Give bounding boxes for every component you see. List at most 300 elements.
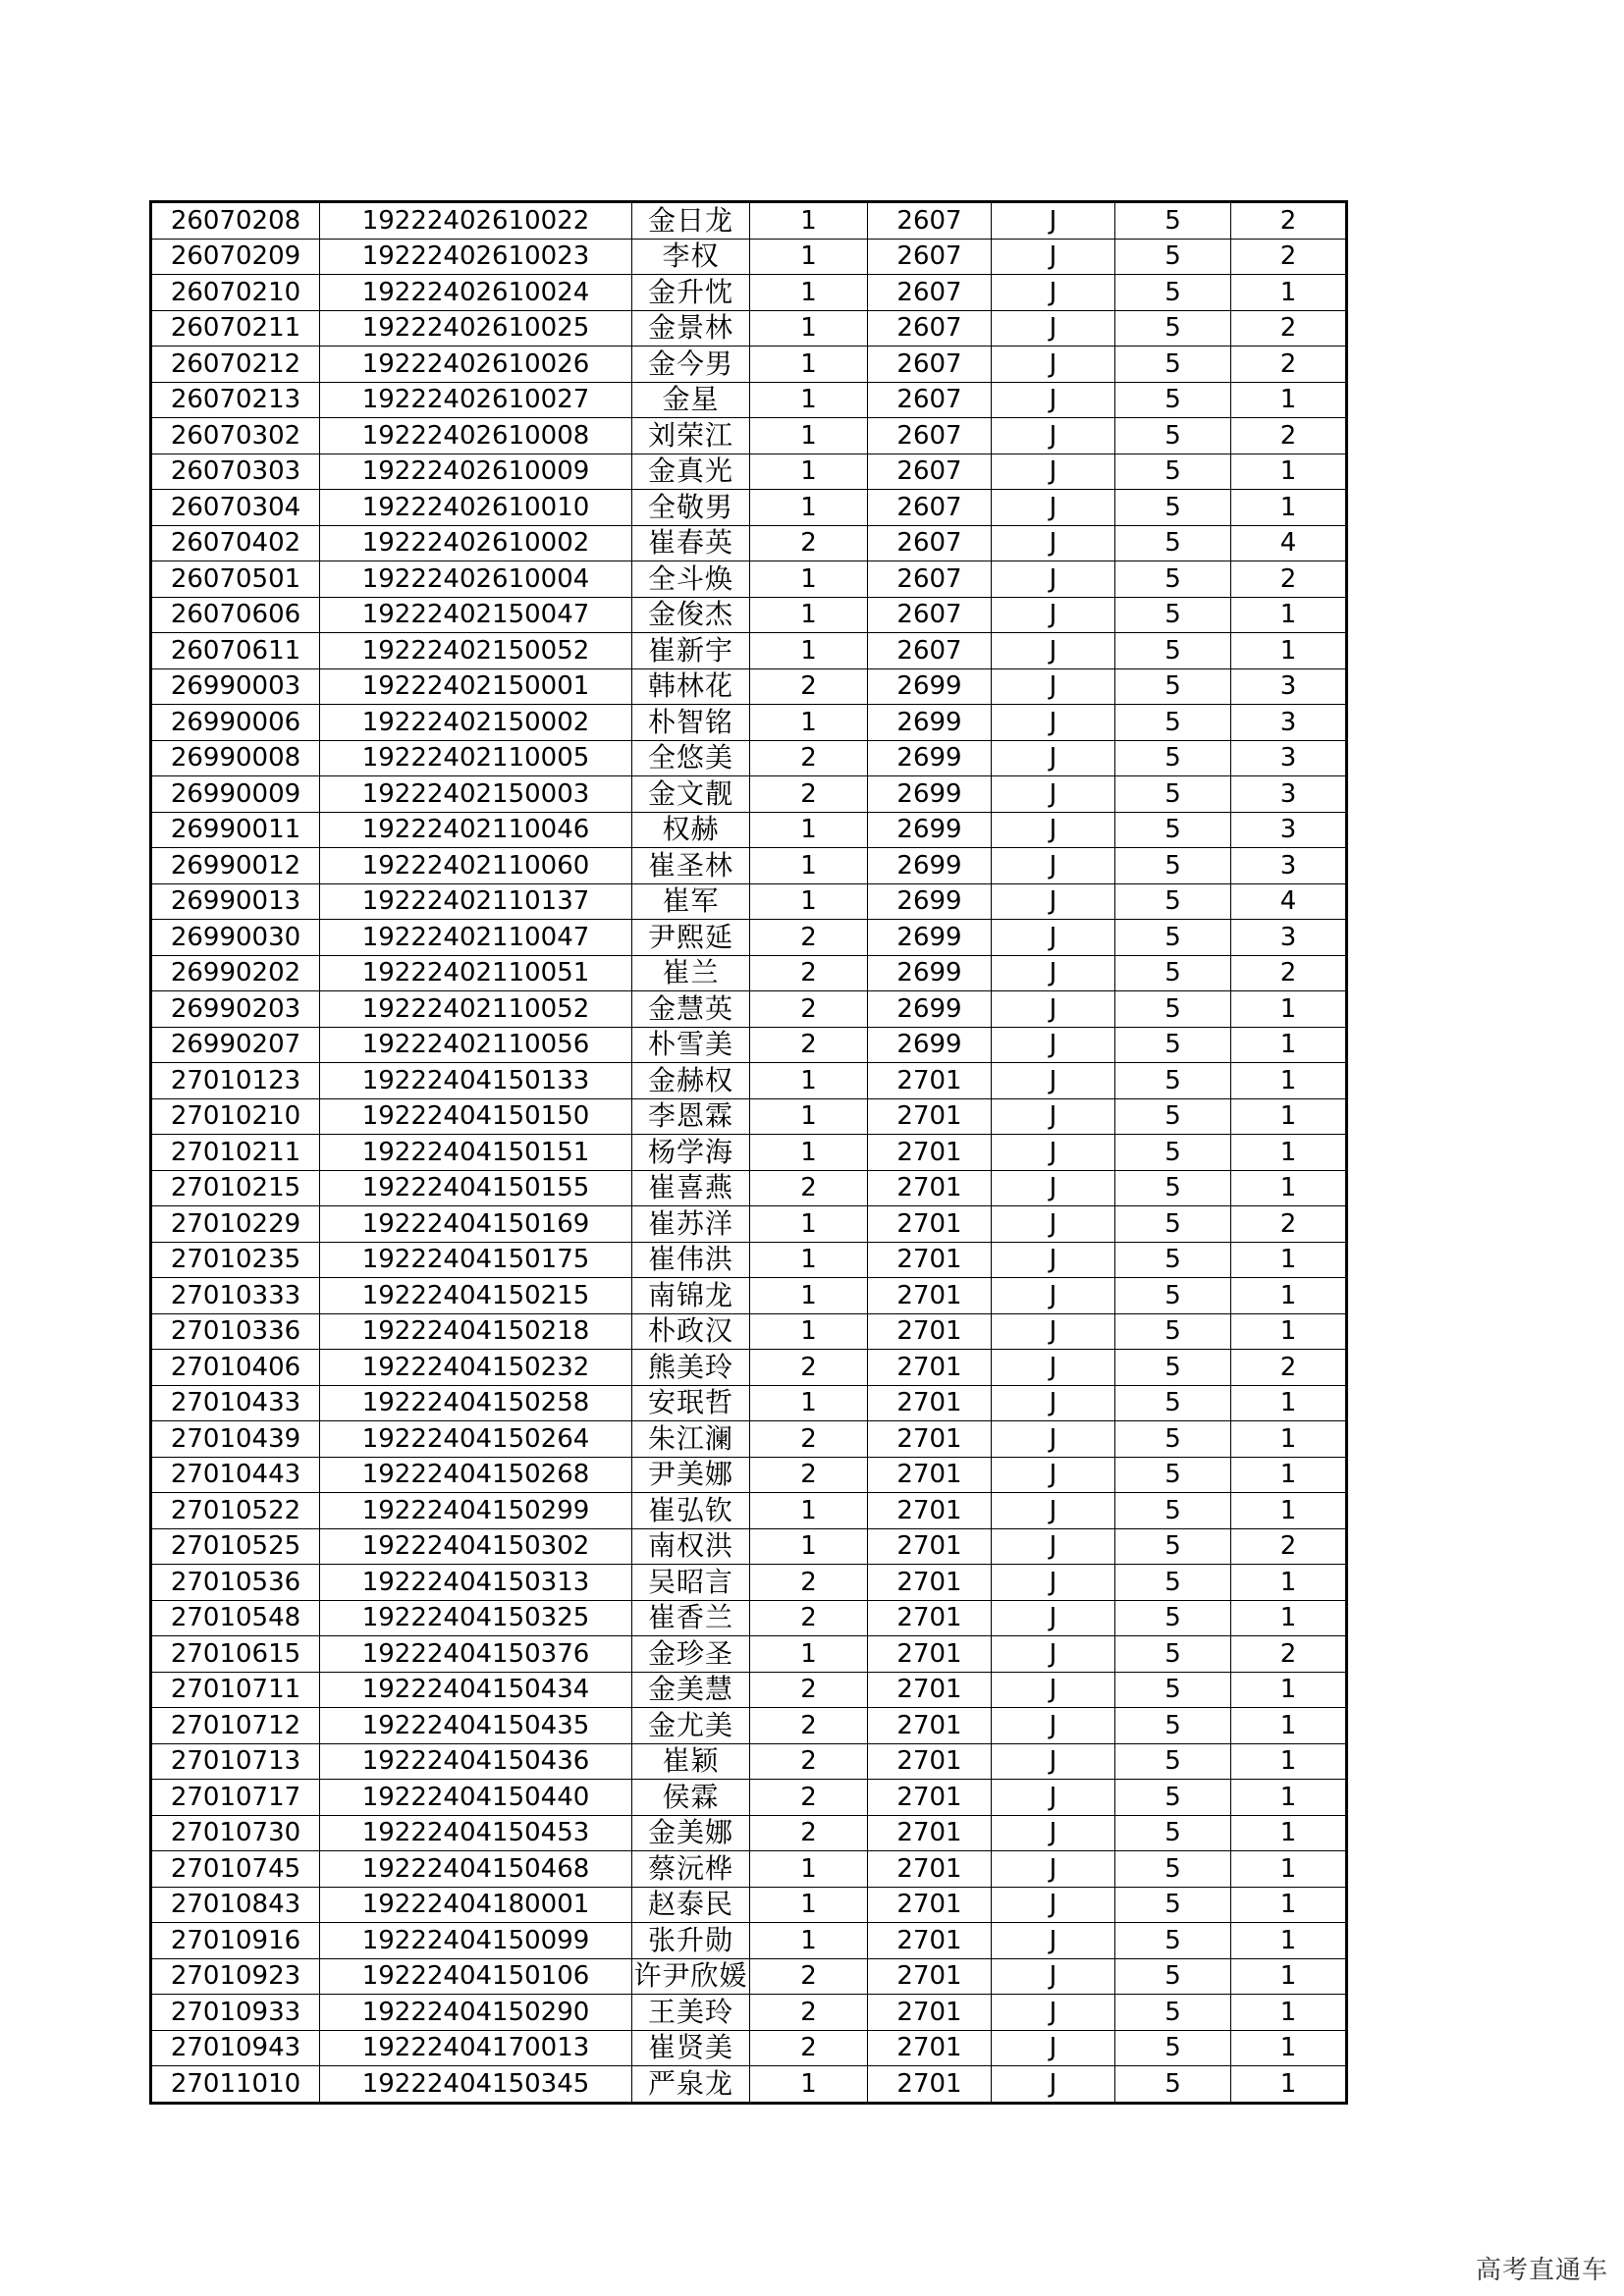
result-cell: 1 <box>1231 1565 1347 1601</box>
name-cell: 吴昭言 <box>632 1565 750 1601</box>
result-cell: 2 <box>1231 1528 1347 1565</box>
grade-cell: 5 <box>1115 561 1231 598</box>
name-cell: 金景林 <box>632 310 750 347</box>
candidate-id-cell: 19222404150299 <box>320 1493 632 1529</box>
result-cell: 1 <box>1231 1815 1347 1851</box>
table-row <box>151 955 1347 991</box>
category-cell: J <box>992 561 1115 598</box>
name-cell: 全斗焕 <box>632 561 750 598</box>
table-row <box>151 1780 1347 1816</box>
district-code-cell: 2701 <box>868 1278 992 1314</box>
name-cell: 崔兰 <box>632 955 750 991</box>
category-cell: J <box>992 2066 1115 2104</box>
grade-cell: 5 <box>1115 2030 1231 2066</box>
result-cell: 1 <box>1231 1851 1347 1888</box>
name-cell: 金尤美 <box>632 1708 750 1744</box>
district-code-cell: 2607 <box>868 418 992 454</box>
category-cell: J <box>992 633 1115 669</box>
grade-cell: 5 <box>1115 1457 1231 1493</box>
result-cell: 2 <box>1231 202 1347 240</box>
district-code-cell: 2607 <box>868 275 992 311</box>
district-code-cell: 2701 <box>868 1063 992 1099</box>
result-cell: 2 <box>1231 239 1347 275</box>
table-row <box>151 1063 1347 1099</box>
name-cell: 严泉龙 <box>632 2066 750 2104</box>
exam-number-cell: 27010615 <box>151 1636 320 1673</box>
name-cell: 金日龙 <box>632 202 750 240</box>
exam-number-cell: 27010336 <box>151 1313 320 1350</box>
category-cell: J <box>992 1672 1115 1708</box>
gender-code-cell: 1 <box>750 1851 868 1888</box>
gender-code-cell: 1 <box>750 382 868 418</box>
grade-cell: 5 <box>1115 920 1231 956</box>
table-row <box>151 848 1347 884</box>
exam-number-cell: 26990011 <box>151 812 320 848</box>
district-code-cell: 2699 <box>868 920 992 956</box>
name-cell: 金升忱 <box>632 275 750 311</box>
district-code-cell: 2699 <box>868 705 992 741</box>
name-cell: 崔喜燕 <box>632 1170 750 1206</box>
category-cell: J <box>992 668 1115 705</box>
result-cell: 1 <box>1231 1743 1347 1780</box>
name-cell: 金俊杰 <box>632 597 750 633</box>
category-cell: J <box>992 1027 1115 1063</box>
table-row <box>151 1457 1347 1493</box>
grade-cell: 5 <box>1115 597 1231 633</box>
table-body <box>151 202 1347 2104</box>
result-cell: 1 <box>1231 454 1347 490</box>
candidate-id-cell: 19222402610008 <box>320 418 632 454</box>
category-cell: J <box>992 705 1115 741</box>
category-cell: J <box>992 1528 1115 1565</box>
category-cell: J <box>992 202 1115 240</box>
result-cell: 3 <box>1231 848 1347 884</box>
table-row <box>151 1995 1347 2031</box>
gender-code-cell: 2 <box>750 1457 868 1493</box>
name-cell: 崔弘钦 <box>632 1493 750 1529</box>
name-cell: 尹美娜 <box>632 1457 750 1493</box>
district-code-cell: 2701 <box>868 1636 992 1673</box>
grade-cell: 5 <box>1115 1887 1231 1923</box>
grade-cell: 5 <box>1115 1600 1231 1636</box>
category-cell: J <box>992 239 1115 275</box>
district-code-cell: 2699 <box>868 848 992 884</box>
grade-cell: 5 <box>1115 1815 1231 1851</box>
candidate-id-cell: 19222404170013 <box>320 2030 632 2066</box>
name-cell: 李恩霖 <box>632 1098 750 1135</box>
district-code-cell: 2701 <box>868 1743 992 1780</box>
exam-number-cell: 26070209 <box>151 239 320 275</box>
table-row <box>151 1206 1347 1243</box>
category-cell: J <box>992 1958 1115 1995</box>
district-code-cell: 2701 <box>868 1493 992 1529</box>
table-row <box>151 920 1347 956</box>
gender-code-cell: 2 <box>750 1672 868 1708</box>
district-code-cell: 2701 <box>868 1385 992 1421</box>
category-cell: J <box>992 848 1115 884</box>
exam-number-cell: 27010548 <box>151 1600 320 1636</box>
gender-code-cell: 2 <box>750 1027 868 1063</box>
gender-code-cell: 2 <box>750 1421 868 1458</box>
name-cell: 王美玲 <box>632 1995 750 2031</box>
gender-code-cell: 2 <box>750 1170 868 1206</box>
grade-cell: 5 <box>1115 1421 1231 1458</box>
candidate-id-cell: 19222402610024 <box>320 275 632 311</box>
grade-cell: 5 <box>1115 1493 1231 1529</box>
table-row <box>151 597 1347 633</box>
gender-code-cell: 1 <box>750 347 868 383</box>
grade-cell: 5 <box>1115 418 1231 454</box>
district-code-cell: 2699 <box>868 668 992 705</box>
candidate-id-cell: 19222402610004 <box>320 561 632 598</box>
table-row <box>151 1815 1347 1851</box>
table-row <box>151 1708 1347 1744</box>
district-code-cell: 2701 <box>868 1672 992 1708</box>
grade-cell: 5 <box>1115 1708 1231 1744</box>
result-cell: 3 <box>1231 668 1347 705</box>
gender-code-cell: 1 <box>750 705 868 741</box>
exam-number-cell: 27010211 <box>151 1135 320 1171</box>
district-code-cell: 2699 <box>868 883 992 920</box>
grade-cell: 5 <box>1115 1063 1231 1099</box>
exam-number-cell: 27010916 <box>151 1923 320 1959</box>
name-cell: 崔新宇 <box>632 633 750 669</box>
category-cell: J <box>992 1242 1115 1278</box>
candidate-id-cell: 19222404150133 <box>320 1063 632 1099</box>
candidate-id-cell: 19222404150434 <box>320 1672 632 1708</box>
table-row <box>151 1923 1347 1959</box>
gender-code-cell: 2 <box>750 955 868 991</box>
grade-cell: 5 <box>1115 1923 1231 1959</box>
result-cell: 1 <box>1231 1135 1347 1171</box>
gender-code-cell: 2 <box>750 1743 868 1780</box>
gender-code-cell: 1 <box>750 1135 868 1171</box>
grade-cell: 5 <box>1115 1350 1231 1386</box>
gender-code-cell: 2 <box>750 776 868 813</box>
candidate-id-cell: 19222404150232 <box>320 1350 632 1386</box>
result-cell: 3 <box>1231 705 1347 741</box>
table-row <box>151 1958 1347 1995</box>
grade-cell: 5 <box>1115 1743 1231 1780</box>
exam-number-cell: 26990203 <box>151 991 320 1028</box>
table-row <box>151 1851 1347 1888</box>
district-code-cell: 2607 <box>868 633 992 669</box>
grade-cell: 5 <box>1115 1672 1231 1708</box>
table-row <box>151 347 1347 383</box>
grade-cell: 5 <box>1115 347 1231 383</box>
exam-number-cell: 26990008 <box>151 740 320 776</box>
table-row <box>151 1350 1347 1386</box>
result-cell: 1 <box>1231 1493 1347 1529</box>
name-cell: 金赫权 <box>632 1063 750 1099</box>
name-cell: 李权 <box>632 239 750 275</box>
category-cell: J <box>992 812 1115 848</box>
table-row <box>151 561 1347 598</box>
gender-code-cell: 1 <box>750 418 868 454</box>
name-cell: 安珉哲 <box>632 1385 750 1421</box>
result-cell: 1 <box>1231 1600 1347 1636</box>
exam-number-cell: 26990013 <box>151 883 320 920</box>
district-code-cell: 2701 <box>868 1350 992 1386</box>
district-code-cell: 2607 <box>868 454 992 490</box>
name-cell: 崔军 <box>632 883 750 920</box>
district-code-cell: 2701 <box>868 1780 992 1816</box>
data-table <box>149 200 1348 2105</box>
gender-code-cell: 2 <box>750 1565 868 1601</box>
table-row <box>151 275 1347 311</box>
table-row <box>151 1743 1347 1780</box>
candidate-id-cell: 19222404150302 <box>320 1528 632 1565</box>
gender-code-cell: 2 <box>750 740 868 776</box>
gender-code-cell: 2 <box>750 1958 868 1995</box>
district-code-cell: 2701 <box>868 1242 992 1278</box>
result-cell: 1 <box>1231 1027 1347 1063</box>
category-cell: J <box>992 1851 1115 1888</box>
exam-number-cell: 27010215 <box>151 1170 320 1206</box>
table-row <box>151 705 1347 741</box>
district-code-cell: 2701 <box>868 1135 992 1171</box>
result-cell: 3 <box>1231 776 1347 813</box>
candidate-id-cell: 19222404150175 <box>320 1242 632 1278</box>
candidate-id-cell: 19222404150218 <box>320 1313 632 1350</box>
candidate-id-cell: 19222404150099 <box>320 1923 632 1959</box>
district-code-cell: 2701 <box>868 1421 992 1458</box>
district-code-cell: 2701 <box>868 1887 992 1923</box>
exam-number-cell: 27010536 <box>151 1565 320 1601</box>
name-cell: 南锦龙 <box>632 1278 750 1314</box>
gender-code-cell: 1 <box>750 1887 868 1923</box>
candidate-id-cell: 19222402110052 <box>320 991 632 1028</box>
exam-number-cell: 27010333 <box>151 1278 320 1314</box>
district-code-cell: 2701 <box>868 1708 992 1744</box>
grade-cell: 5 <box>1115 633 1231 669</box>
name-cell: 韩林花 <box>632 668 750 705</box>
candidate-id-cell: 19222404150313 <box>320 1565 632 1601</box>
name-cell: 赵泰民 <box>632 1887 750 1923</box>
grade-cell: 5 <box>1115 1528 1231 1565</box>
grade-cell: 5 <box>1115 1098 1231 1135</box>
name-cell: 金文靓 <box>632 776 750 813</box>
category-cell: J <box>992 920 1115 956</box>
grade-cell: 5 <box>1115 490 1231 526</box>
category-cell: J <box>992 597 1115 633</box>
district-code-cell: 2607 <box>868 347 992 383</box>
exam-number-cell: 26990030 <box>151 920 320 956</box>
category-cell: J <box>992 1350 1115 1386</box>
gender-code-cell: 2 <box>750 2030 868 2066</box>
name-cell: 崔香兰 <box>632 1600 750 1636</box>
category-cell: J <box>992 2030 1115 2066</box>
table-row <box>151 1672 1347 1708</box>
table-row <box>151 812 1347 848</box>
district-code-cell: 2701 <box>868 1313 992 1350</box>
grade-cell: 5 <box>1115 991 1231 1028</box>
gender-code-cell: 1 <box>750 1636 868 1673</box>
grade-cell: 5 <box>1115 239 1231 275</box>
table-row <box>151 1528 1347 1565</box>
name-cell: 刘荣江 <box>632 418 750 454</box>
name-cell: 金美慧 <box>632 1672 750 1708</box>
result-cell: 1 <box>1231 2066 1347 2104</box>
district-code-cell: 2701 <box>868 1815 992 1851</box>
name-cell: 尹熙延 <box>632 920 750 956</box>
table-row <box>151 2030 1347 2066</box>
district-code-cell: 2701 <box>868 1457 992 1493</box>
district-code-cell: 2701 <box>868 1170 992 1206</box>
table-row <box>151 239 1347 275</box>
category-cell: J <box>992 1421 1115 1458</box>
grade-cell: 5 <box>1115 275 1231 311</box>
candidate-id-cell: 19222404150453 <box>320 1815 632 1851</box>
name-cell: 金珍圣 <box>632 1636 750 1673</box>
table-row <box>151 1421 1347 1458</box>
table-row <box>151 1600 1347 1636</box>
name-cell: 南权洪 <box>632 1528 750 1565</box>
candidate-id-cell: 19222402150001 <box>320 668 632 705</box>
result-cell: 3 <box>1231 812 1347 848</box>
district-code-cell: 2701 <box>868 1565 992 1601</box>
result-cell: 1 <box>1231 991 1347 1028</box>
category-cell: J <box>992 1743 1115 1780</box>
name-cell: 朴政汉 <box>632 1313 750 1350</box>
district-code-cell: 2607 <box>868 310 992 347</box>
result-cell: 1 <box>1231 1313 1347 1350</box>
gender-code-cell: 2 <box>750 1780 868 1816</box>
result-cell: 4 <box>1231 883 1347 920</box>
gender-code-cell: 1 <box>750 1385 868 1421</box>
table-row <box>151 2066 1347 2104</box>
category-cell: J <box>992 955 1115 991</box>
exam-number-cell: 26070211 <box>151 310 320 347</box>
table-row <box>151 454 1347 490</box>
district-code-cell: 2701 <box>868 1995 992 2031</box>
grade-cell: 5 <box>1115 1027 1231 1063</box>
candidate-id-cell: 19222402610022 <box>320 202 632 240</box>
result-cell: 1 <box>1231 1278 1347 1314</box>
gender-code-cell: 1 <box>750 561 868 598</box>
table-row <box>151 1636 1347 1673</box>
candidate-id-cell: 19222404180001 <box>320 1887 632 1923</box>
exam-number-cell: 27010406 <box>151 1350 320 1386</box>
district-code-cell: 2607 <box>868 597 992 633</box>
watermark-text: 高考直通车 <box>1475 2256 1608 2285</box>
candidate-id-cell: 19222404150345 <box>320 2066 632 2104</box>
grade-cell: 5 <box>1115 668 1231 705</box>
gender-code-cell: 1 <box>750 1528 868 1565</box>
gender-code-cell: 2 <box>750 1600 868 1636</box>
grade-cell: 5 <box>1115 1851 1231 1888</box>
gender-code-cell: 2 <box>750 991 868 1028</box>
result-cell: 1 <box>1231 633 1347 669</box>
district-code-cell: 2607 <box>868 202 992 240</box>
candidate-id-cell: 19222404150106 <box>320 1958 632 1995</box>
grade-cell: 5 <box>1115 1278 1231 1314</box>
gender-code-cell: 1 <box>750 1278 868 1314</box>
exam-number-cell: 26070213 <box>151 382 320 418</box>
exam-number-cell: 26070606 <box>151 597 320 633</box>
result-cell: 1 <box>1231 275 1347 311</box>
name-cell: 崔圣林 <box>632 848 750 884</box>
candidate-id-cell: 19222404150440 <box>320 1780 632 1816</box>
result-cell: 2 <box>1231 347 1347 383</box>
grade-cell: 5 <box>1115 1385 1231 1421</box>
candidate-id-cell: 19222402110005 <box>320 740 632 776</box>
grade-cell: 5 <box>1115 705 1231 741</box>
district-code-cell: 2607 <box>868 561 992 598</box>
category-cell: J <box>992 1923 1115 1959</box>
name-cell: 权赫 <box>632 812 750 848</box>
district-code-cell: 2607 <box>868 382 992 418</box>
gender-code-cell: 1 <box>750 454 868 490</box>
candidate-id-cell: 19222404150290 <box>320 1995 632 2031</box>
grade-cell: 5 <box>1115 1995 1231 2031</box>
gender-code-cell: 1 <box>750 1313 868 1350</box>
name-cell: 金慧英 <box>632 991 750 1028</box>
exam-number-cell: 27010712 <box>151 1708 320 1744</box>
table-row <box>151 310 1347 347</box>
name-cell: 朴智铭 <box>632 705 750 741</box>
grade-cell: 5 <box>1115 1958 1231 1995</box>
grade-cell: 5 <box>1115 776 1231 813</box>
grade-cell: 5 <box>1115 740 1231 776</box>
gender-code-cell: 2 <box>750 1708 868 1744</box>
candidate-id-cell: 19222402150052 <box>320 633 632 669</box>
gender-code-cell: 1 <box>750 848 868 884</box>
candidate-id-cell: 19222404150325 <box>320 1600 632 1636</box>
table-row <box>151 1278 1347 1314</box>
name-cell: 朴雪美 <box>632 1027 750 1063</box>
category-cell: J <box>992 1170 1115 1206</box>
gender-code-cell: 2 <box>750 668 868 705</box>
result-cell: 2 <box>1231 1636 1347 1673</box>
candidate-id-cell: 19222404150264 <box>320 1421 632 1458</box>
candidate-id-cell: 19222404150436 <box>320 1743 632 1780</box>
gender-code-cell: 2 <box>750 1995 868 2031</box>
name-cell: 崔春英 <box>632 525 750 561</box>
candidate-id-cell: 19222402110056 <box>320 1027 632 1063</box>
table-row <box>151 668 1347 705</box>
exam-number-cell: 27010943 <box>151 2030 320 2066</box>
exam-number-cell: 27010711 <box>151 1672 320 1708</box>
district-code-cell: 2701 <box>868 2030 992 2066</box>
exam-number-cell: 27010525 <box>151 1528 320 1565</box>
exam-number-cell: 27010923 <box>151 1958 320 1995</box>
exam-number-cell: 26070303 <box>151 454 320 490</box>
category-cell: J <box>992 1135 1115 1171</box>
exam-number-cell: 27010439 <box>151 1421 320 1458</box>
exam-number-cell: 27010123 <box>151 1063 320 1099</box>
candidate-id-cell: 19222404150169 <box>320 1206 632 1243</box>
candidate-id-cell: 19222402610023 <box>320 239 632 275</box>
grade-cell: 5 <box>1115 310 1231 347</box>
table-row <box>151 1565 1347 1601</box>
category-cell: J <box>992 1708 1115 1744</box>
district-code-cell: 2699 <box>868 740 992 776</box>
district-code-cell: 2607 <box>868 525 992 561</box>
category-cell: J <box>992 1098 1115 1135</box>
result-cell: 3 <box>1231 740 1347 776</box>
candidate-id-cell: 19222402610027 <box>320 382 632 418</box>
category-cell: J <box>992 991 1115 1028</box>
exam-number-cell: 27010210 <box>151 1098 320 1135</box>
candidate-id-cell: 19222404150215 <box>320 1278 632 1314</box>
grade-cell: 5 <box>1115 1135 1231 1171</box>
district-code-cell: 2701 <box>868 1600 992 1636</box>
grade-cell: 5 <box>1115 1313 1231 1350</box>
grade-cell: 5 <box>1115 202 1231 240</box>
table-row <box>151 418 1347 454</box>
name-cell: 全敬男 <box>632 490 750 526</box>
